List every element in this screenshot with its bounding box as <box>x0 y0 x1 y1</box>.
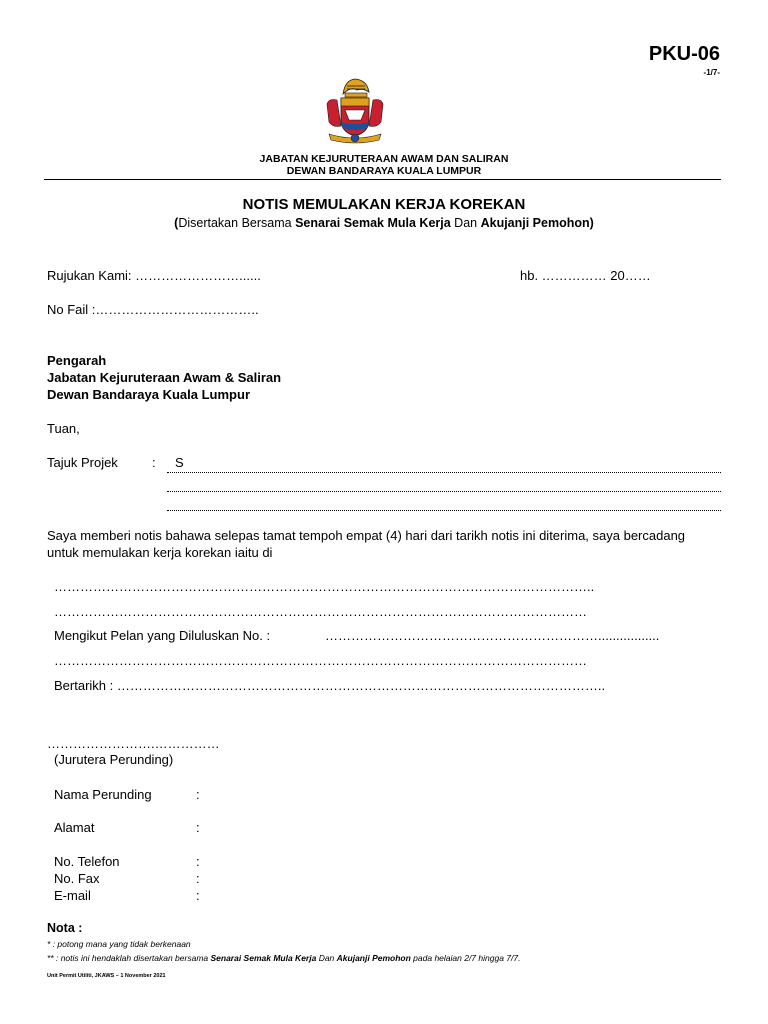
location-line-2: …………………………………………………………………………………………………………… <box>54 604 587 619</box>
addressee-line-2: Jabatan Kejuruteraan Awam & Saliran <box>47 370 282 385</box>
approved-plan-label: Mengikut Pelan yang Diluluskan No. : <box>54 628 271 643</box>
department-name: JABATAN KEJURUTERAAN AWAM DAN SALIRAN <box>259 153 509 165</box>
notice-body-line-1: Saya memberi notis bahawa selepas tamat tempoh empat (4) hari dari tarikh notis ini diterima, saya bercadang <box>47 528 686 543</box>
fax-label: No. Fax <box>54 871 100 886</box>
signature-line: …………………….…………… <box>47 736 220 751</box>
address-label: Alamat <box>54 820 95 835</box>
reference-field: Rujukan Kami: ……………………...... <box>47 268 261 283</box>
form-code: PKU-06 <box>648 43 720 65</box>
footer-text: Unit Permit Utiliti, JKAWS – 1 November 2021 <box>47 973 166 979</box>
dated-field: Bertarikh : ………………………………………………………………………………………………….. <box>54 678 606 693</box>
note-2: ** : notis ini hendaklah disertakan bersama Senarai Semak Mula Kerja Dan Akujanji Pemohon pada helaian 2/7 hingga 7/7. <box>47 953 521 963</box>
address-colon: : <box>196 820 200 835</box>
page-number: -1/7- <box>703 68 720 77</box>
note-1: * : potong mana yang tidak berkenaan <box>47 939 191 949</box>
project-title-value: S <box>175 455 184 470</box>
notice-body-line-2: untuk memulakan kerja korekan iaitu di <box>47 545 273 560</box>
signature-role: (Jurutera Perunding) <box>54 752 174 767</box>
fax-colon: : <box>196 871 200 886</box>
date-field: hb. …………… 20…… <box>520 268 651 283</box>
project-title-line-1 <box>167 472 721 473</box>
document-subtitle: (Disertakan Bersama Senarai Semak Mula Kerja Dan Akujanji Pemohon) <box>174 216 594 230</box>
consultant-name-label: Nama Perunding <box>54 787 152 802</box>
email-colon: : <box>196 888 200 903</box>
consultant-name-colon: : <box>196 787 200 802</box>
location-line-3: …………………………………………………………………………………………………………… <box>54 653 587 668</box>
notes-heading: Nota : <box>47 921 83 935</box>
addressee-line-3: Dewan Bandaraya Kuala Lumpur <box>47 387 250 402</box>
document-title: NOTIS MEMULAKAN KERJA KOREKAN <box>242 196 526 213</box>
dbkl-crest-logo <box>323 76 387 146</box>
location-line-1: …………………………………………………………………………………………………………….. <box>54 579 595 594</box>
council-name: DEWAN BANDARAYA KUALA LUMPUR <box>286 165 482 177</box>
email-label: E-mail <box>54 888 91 903</box>
approved-plan-field: ………………………………………………………................. <box>325 628 660 643</box>
project-title-line-2 <box>167 491 721 492</box>
project-title-line-3 <box>167 510 721 511</box>
phone-colon: : <box>196 854 200 869</box>
project-title-colon: : <box>152 455 156 470</box>
project-title-label: Tajuk Projek <box>47 455 118 470</box>
file-number-field: No Fail :……………………………….. <box>47 302 259 317</box>
phone-label: No. Telefon <box>54 854 120 869</box>
addressee-line-1: Pengarah <box>47 353 107 368</box>
salutation: Tuan, <box>47 421 80 436</box>
header-divider <box>44 179 721 180</box>
